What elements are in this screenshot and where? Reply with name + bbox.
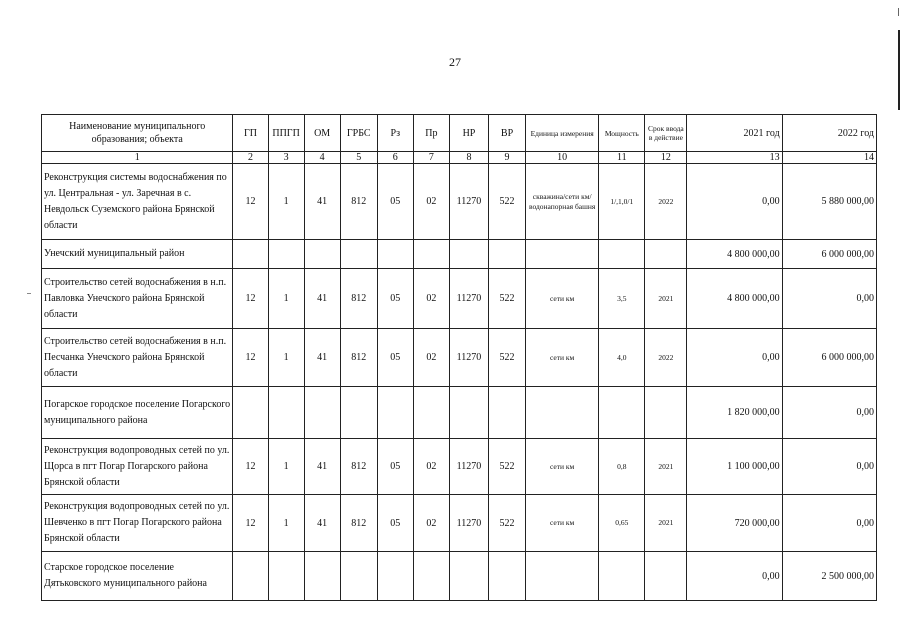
cell-2022: 0,00 (782, 439, 876, 495)
cell-power (599, 387, 645, 439)
cell-gp: 12 (233, 329, 268, 387)
cell-vr: 522 (489, 329, 526, 387)
cell-ppgp: 1 (268, 269, 304, 329)
cell-term: 2022 (645, 164, 687, 240)
cell-ppgp: 1 (268, 439, 304, 495)
cell-unit: сети км (526, 329, 599, 387)
cell-ppgp (268, 552, 304, 601)
cell-vr: 522 (489, 164, 526, 240)
cell-unit (526, 387, 599, 439)
cell-pr (413, 552, 449, 601)
cell-om (304, 387, 340, 439)
cell-ppgp: 1 (268, 329, 304, 387)
object-name: Погарское городское поселение Погарского муниципального района (42, 387, 233, 439)
cell-ppgp (268, 387, 304, 439)
cell-ppgp: 1 (268, 495, 304, 552)
table-row (42, 164, 877, 240)
cell-2021: 1 100 000,00 (687, 439, 782, 495)
column-number: 7 (413, 152, 449, 164)
cell-term (645, 387, 687, 439)
cell-vr (489, 387, 526, 439)
cell-unit: сети км (526, 495, 599, 552)
cell-unit: сети км (526, 439, 599, 495)
cell-rz: 05 (377, 164, 413, 240)
cell-term: 2022 (645, 329, 687, 387)
cell-2022: 2 500 000,00 (782, 552, 876, 601)
cell-vr: 522 (489, 495, 526, 552)
cell-unit (526, 552, 599, 601)
table-row (42, 439, 877, 495)
cell-rz (377, 387, 413, 439)
header-om: ОМ (304, 115, 340, 152)
cell-nr: 11270 (449, 269, 488, 329)
cell-2022: 6 000 000,00 (782, 329, 876, 387)
cell-2021: 0,00 (687, 164, 782, 240)
column-number: 1 (42, 152, 233, 164)
table-row (42, 495, 877, 552)
cell-grbs (340, 240, 377, 269)
cell-nr: 11270 (449, 495, 488, 552)
header-nr: НР (449, 115, 488, 152)
cell-om (304, 240, 340, 269)
cell-2022: 5 880 000,00 (782, 164, 876, 240)
header-vr: ВР (489, 115, 526, 152)
column-number: 4 (304, 152, 340, 164)
cell-2021: 0,00 (687, 552, 782, 601)
header-unit: Единица измерения (526, 115, 599, 152)
cell-pr (413, 387, 449, 439)
margin-dash (27, 293, 31, 294)
margin-tick (898, 8, 899, 16)
header-grbs: ГРБС (340, 115, 377, 152)
header-2021: 2021 год (687, 115, 782, 152)
column-number: 5 (340, 152, 377, 164)
cell-term: 2021 (645, 495, 687, 552)
column-number: 11 (599, 152, 645, 164)
column-number: 12 (645, 152, 687, 164)
cell-gp (233, 552, 268, 601)
table-row (42, 240, 877, 269)
cell-grbs: 812 (340, 495, 377, 552)
cell-power: 1/,1,0/1 (599, 164, 645, 240)
page-number: 27 (449, 55, 461, 69)
cell-grbs: 812 (340, 164, 377, 240)
cell-pr: 02 (413, 164, 449, 240)
cell-rz: 05 (377, 495, 413, 552)
cell-gp: 12 (233, 269, 268, 329)
cell-grbs: 812 (340, 439, 377, 495)
cell-rz (377, 552, 413, 601)
cell-2021: 0,00 (687, 329, 782, 387)
cell-gp: 12 (233, 164, 268, 240)
cell-power (599, 552, 645, 601)
cell-ppgp: 1 (268, 164, 304, 240)
cell-pr: 02 (413, 495, 449, 552)
object-name: Реконструкция системы водоснабжения по ул. Центральная - ул. Заречная в с. Невдольск Суземского района Брянской области (42, 164, 233, 240)
header-gp: ГП (233, 115, 268, 152)
cell-unit (526, 240, 599, 269)
cell-rz (377, 240, 413, 269)
cell-nr (449, 387, 488, 439)
column-number: 3 (268, 152, 304, 164)
object-name: Старское городское поселение Дятьковского муниципального района (42, 552, 233, 601)
object-name: Реконструкция водопроводных сетей по ул. Щорса в пгт Погар Погарского района Брянской области (42, 439, 233, 495)
cell-rz: 05 (377, 329, 413, 387)
cell-pr (413, 240, 449, 269)
cell-2021: 720 000,00 (687, 495, 782, 552)
object-name: Реконструкция водопроводных сетей по ул. Шевченко в пгт Погар Погарского района Брянской области (42, 495, 233, 552)
table-row (42, 269, 877, 329)
cell-gp (233, 387, 268, 439)
header-name: Наименование муниципального образования; объекта (42, 115, 233, 152)
cell-nr: 11270 (449, 164, 488, 240)
cell-om (304, 552, 340, 601)
cell-2022: 0,00 (782, 387, 876, 439)
cell-power: 4,0 (599, 329, 645, 387)
column-number-row (42, 152, 877, 164)
margin-line (898, 30, 900, 110)
cell-2022: 0,00 (782, 495, 876, 552)
cell-nr: 11270 (449, 329, 488, 387)
column-number: 14 (782, 152, 876, 164)
cell-pr: 02 (413, 329, 449, 387)
column-number: 2 (233, 152, 268, 164)
cell-grbs: 812 (340, 329, 377, 387)
cell-om: 41 (304, 269, 340, 329)
cell-term (645, 552, 687, 601)
cell-om: 41 (304, 439, 340, 495)
cell-power: 0,8 (599, 439, 645, 495)
cell-2021: 4 800 000,00 (687, 269, 782, 329)
cell-nr (449, 552, 488, 601)
cell-gp: 12 (233, 495, 268, 552)
header-rz: Рз (377, 115, 413, 152)
cell-term: 2021 (645, 269, 687, 329)
column-number: 8 (449, 152, 488, 164)
column-number: 10 (526, 152, 599, 164)
cell-power: 3,5 (599, 269, 645, 329)
cell-vr (489, 240, 526, 269)
cell-gp (233, 240, 268, 269)
cell-om: 41 (304, 495, 340, 552)
header-2022: 2022 год (782, 115, 876, 152)
object-name: Строительство сетей водоснабжения в н.п. Павловка Унечского района Брянской области (42, 269, 233, 329)
cell-pr: 02 (413, 269, 449, 329)
column-number: 13 (687, 152, 782, 164)
table-row (42, 552, 877, 601)
cell-om: 41 (304, 164, 340, 240)
header-ppgp: ППГП (268, 115, 304, 152)
cell-2022: 0,00 (782, 269, 876, 329)
cell-pr: 02 (413, 439, 449, 495)
cell-rz: 05 (377, 269, 413, 329)
cell-vr (489, 552, 526, 601)
cell-unit: скважина/сети км/водонапорная башня (526, 164, 599, 240)
cell-grbs (340, 552, 377, 601)
cell-unit: сети км (526, 269, 599, 329)
column-number: 6 (377, 152, 413, 164)
cell-term: 2021 (645, 439, 687, 495)
cell-grbs (340, 387, 377, 439)
cell-om: 41 (304, 329, 340, 387)
cell-grbs: 812 (340, 269, 377, 329)
object-name: Строительство сетей водоснабжения в н.п. Песчанка Унечского района Брянской области (42, 329, 233, 387)
budget-table (41, 114, 877, 601)
cell-rz: 05 (377, 439, 413, 495)
table-row (42, 387, 877, 439)
header-row (42, 115, 877, 152)
cell-ppgp (268, 240, 304, 269)
column-number: 9 (489, 152, 526, 164)
cell-gp: 12 (233, 439, 268, 495)
cell-2021: 1 820 000,00 (687, 387, 782, 439)
cell-power (599, 240, 645, 269)
header-power: Мощность (599, 115, 645, 152)
cell-2022: 6 000 000,00 (782, 240, 876, 269)
cell-vr: 522 (489, 269, 526, 329)
object-name: Унечский муниципальный район (42, 240, 233, 269)
cell-term (645, 240, 687, 269)
header-term: Срок ввода в действие (645, 115, 687, 152)
header-pr: Пр (413, 115, 449, 152)
cell-nr (449, 240, 488, 269)
cell-2021: 4 800 000,00 (687, 240, 782, 269)
table-row (42, 329, 877, 387)
cell-vr: 522 (489, 439, 526, 495)
cell-nr: 11270 (449, 439, 488, 495)
cell-power: 0,65 (599, 495, 645, 552)
